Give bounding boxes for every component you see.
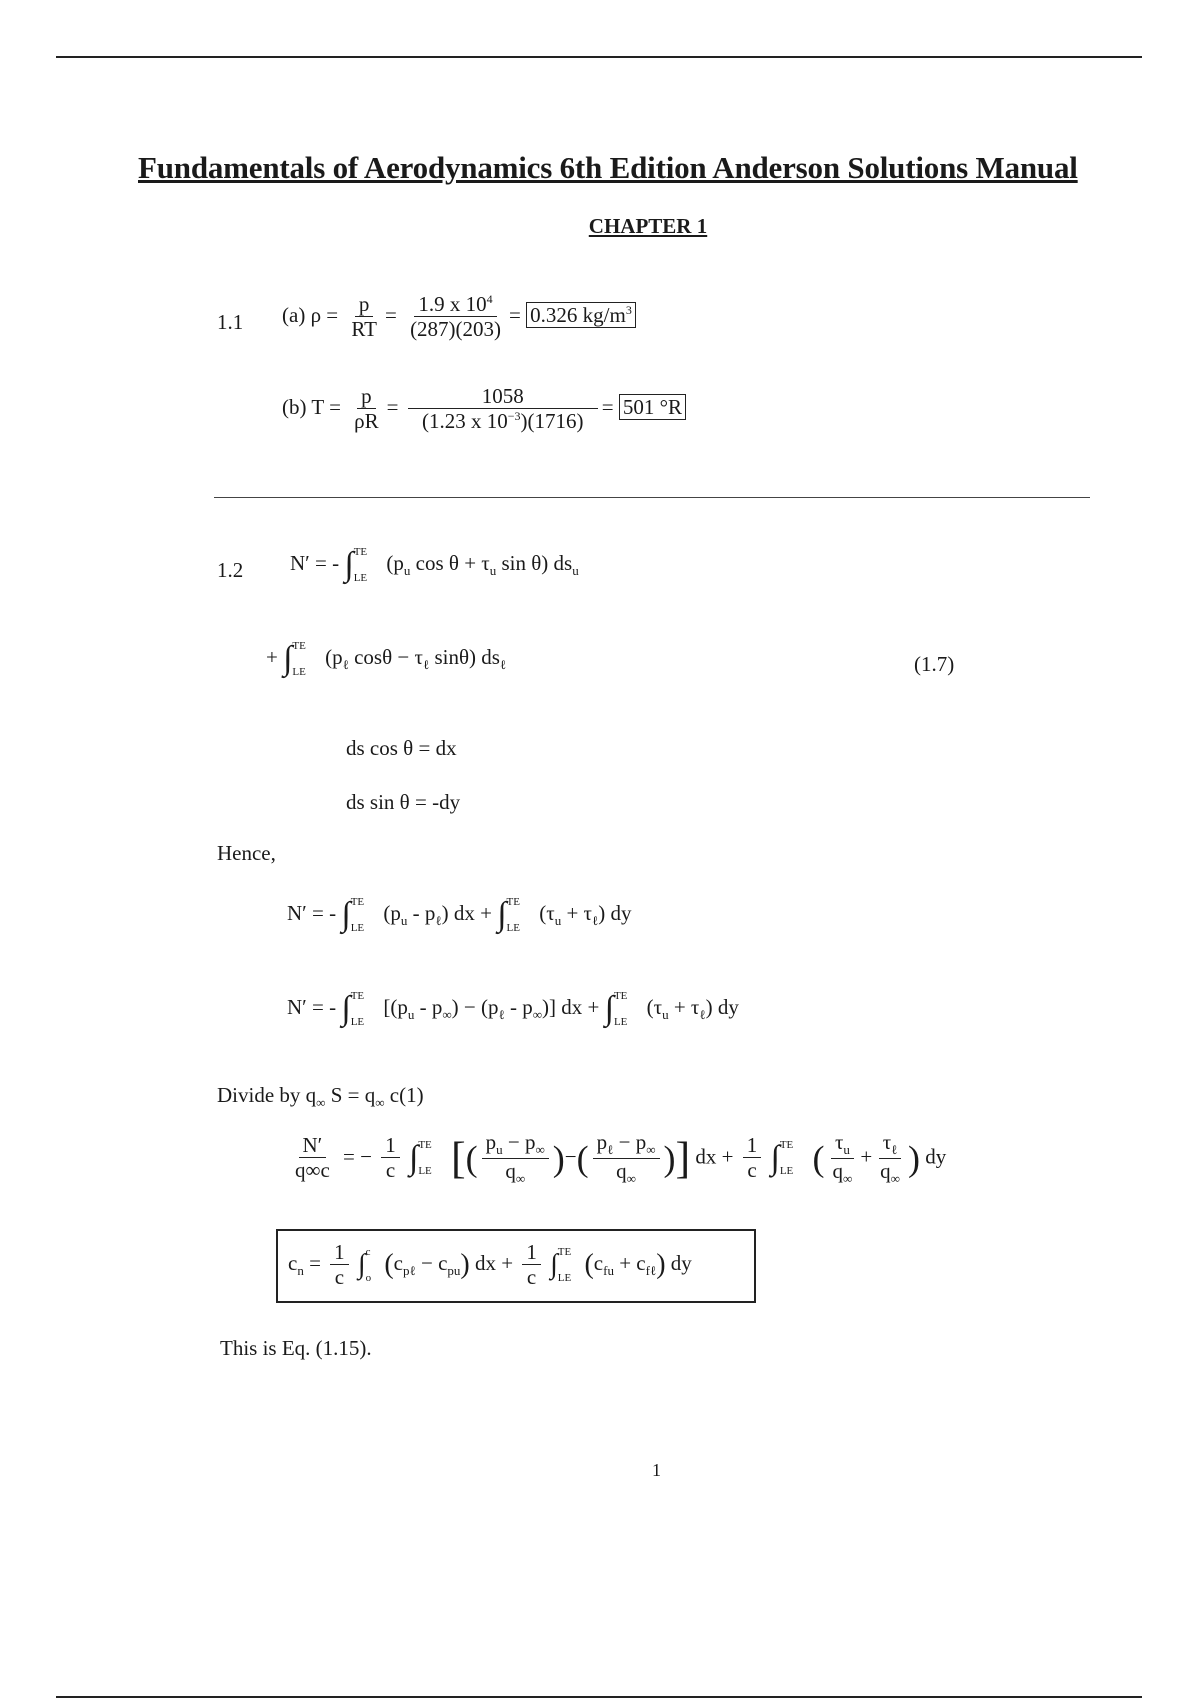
conclusion-text: This is Eq. (1.15). <box>220 1336 372 1360</box>
bottom-rule <box>56 1696 1142 1698</box>
divide-instruction: Divide by $q_\infty$ $S = q_\infty$ c(1) <box>217 1083 424 1111</box>
integral-sign: ∫ <box>283 640 293 677</box>
problem-number-1-2: 1.2 <box>217 558 244 582</box>
equation-1-2-line1: N′ = - ∫ TE LE ($p_u$ $\cos \theta + \tau_u$ sin θ) $ds_u$ <box>290 546 579 584</box>
fraction-p-over-rt: $\frac{p}{RT}$ <box>351 292 377 342</box>
hence-text: Hence, <box>217 841 276 865</box>
fraction-numeric: $\frac{1.9 x 10^4}{(287)(203)}$ <box>410 292 502 342</box>
result-temperature: 501 °R <box>619 394 686 420</box>
part-label-b: (b) <box>282 394 307 419</box>
fraction-temp-numeric: $\frac{1058}{(1.23 x 10^{-3})(1716)}$ <box>408 384 598 434</box>
temp-lhs: T = <box>311 394 341 419</box>
relation-sin: ds sin θ = -dy <box>346 790 461 814</box>
part-label-a: (a) <box>282 302 306 327</box>
equation-normalized: $\frac{N'}{q\infty c}$ = − $\frac{1}{c}$ ∫ TE LE [( $\frac{p_u - p_\infty}{q_\infty}$ )−( $\frac{p_\ell - p_\infty}{q_\infty}$ )] dx + $\frac{1}{c}$ ∫ TE LE ( $\frac{\tau_u}{q_\infty}$ + $\frac{\tau_\ell}{q_\infty}$ ) dy <box>295 1130 947 1187</box>
top-rule <box>56 56 1142 58</box>
result-density: 0.326 $kg/m^3$ <box>526 302 636 328</box>
equation-reference-1-7: (1.7) <box>914 652 955 676</box>
equation-1-2-line2: + ∫ TE LE ($p_\ell$ $\cos\theta - \tau_\ell$ sinθ) $ds_\ell$ <box>266 640 507 678</box>
problem-number-1-1: 1.1 <box>217 310 244 334</box>
page-number: 1 <box>652 1460 661 1480</box>
equation-1-1b: (b) T = $\frac{p}{\rho R}$ = $\frac{1058}{(1.23 x 10^{-3})(1716)}$ = 501 °R <box>282 384 686 434</box>
equation-1-1a: (a) ρ = $\frac{p}{RT}$ = $\frac{1.9 x 10^4}{(287)(203)}$ = 0.326 $kg/m^3$ <box>282 292 636 342</box>
document-title: Fundamentals of Aerodynamics 6th Edition Anderson Solutions Manual <box>138 150 1078 185</box>
equation-1-2-line4: N′ = - ∫ TE LE $[(p_u - p_\infty) - (p_\ell - p_\infty)]$ dx + ∫ TE LE $(\tau_u + \tau_\ell)$ dy <box>287 990 739 1028</box>
integral-sign: ∫ <box>344 546 354 583</box>
equation-cn: $c_n$ = $\frac{1}{c}$ ∫ c o $(c_{p\ell} - c_{pu})$ dx + $\frac{1}{c}$ ∫ TE LE $(c_{fu} + c_{f\ell})$ dy <box>288 1240 692 1290</box>
section-divider <box>214 497 1090 498</box>
fraction-p-over-rhor: $\frac{p}{\rho R}$ <box>354 384 379 434</box>
equation-1-2-line3: N′ = - ∫ TE LE $(p_u - p_\ell)$ dx + ∫ TE LE $(\tau_u + \tau_\ell)$ dy <box>287 896 632 934</box>
chapter-heading: CHAPTER 1 <box>588 214 708 238</box>
rho-lhs: ρ = <box>310 302 339 327</box>
relation-cos: ds cos θ = dx <box>346 736 457 760</box>
